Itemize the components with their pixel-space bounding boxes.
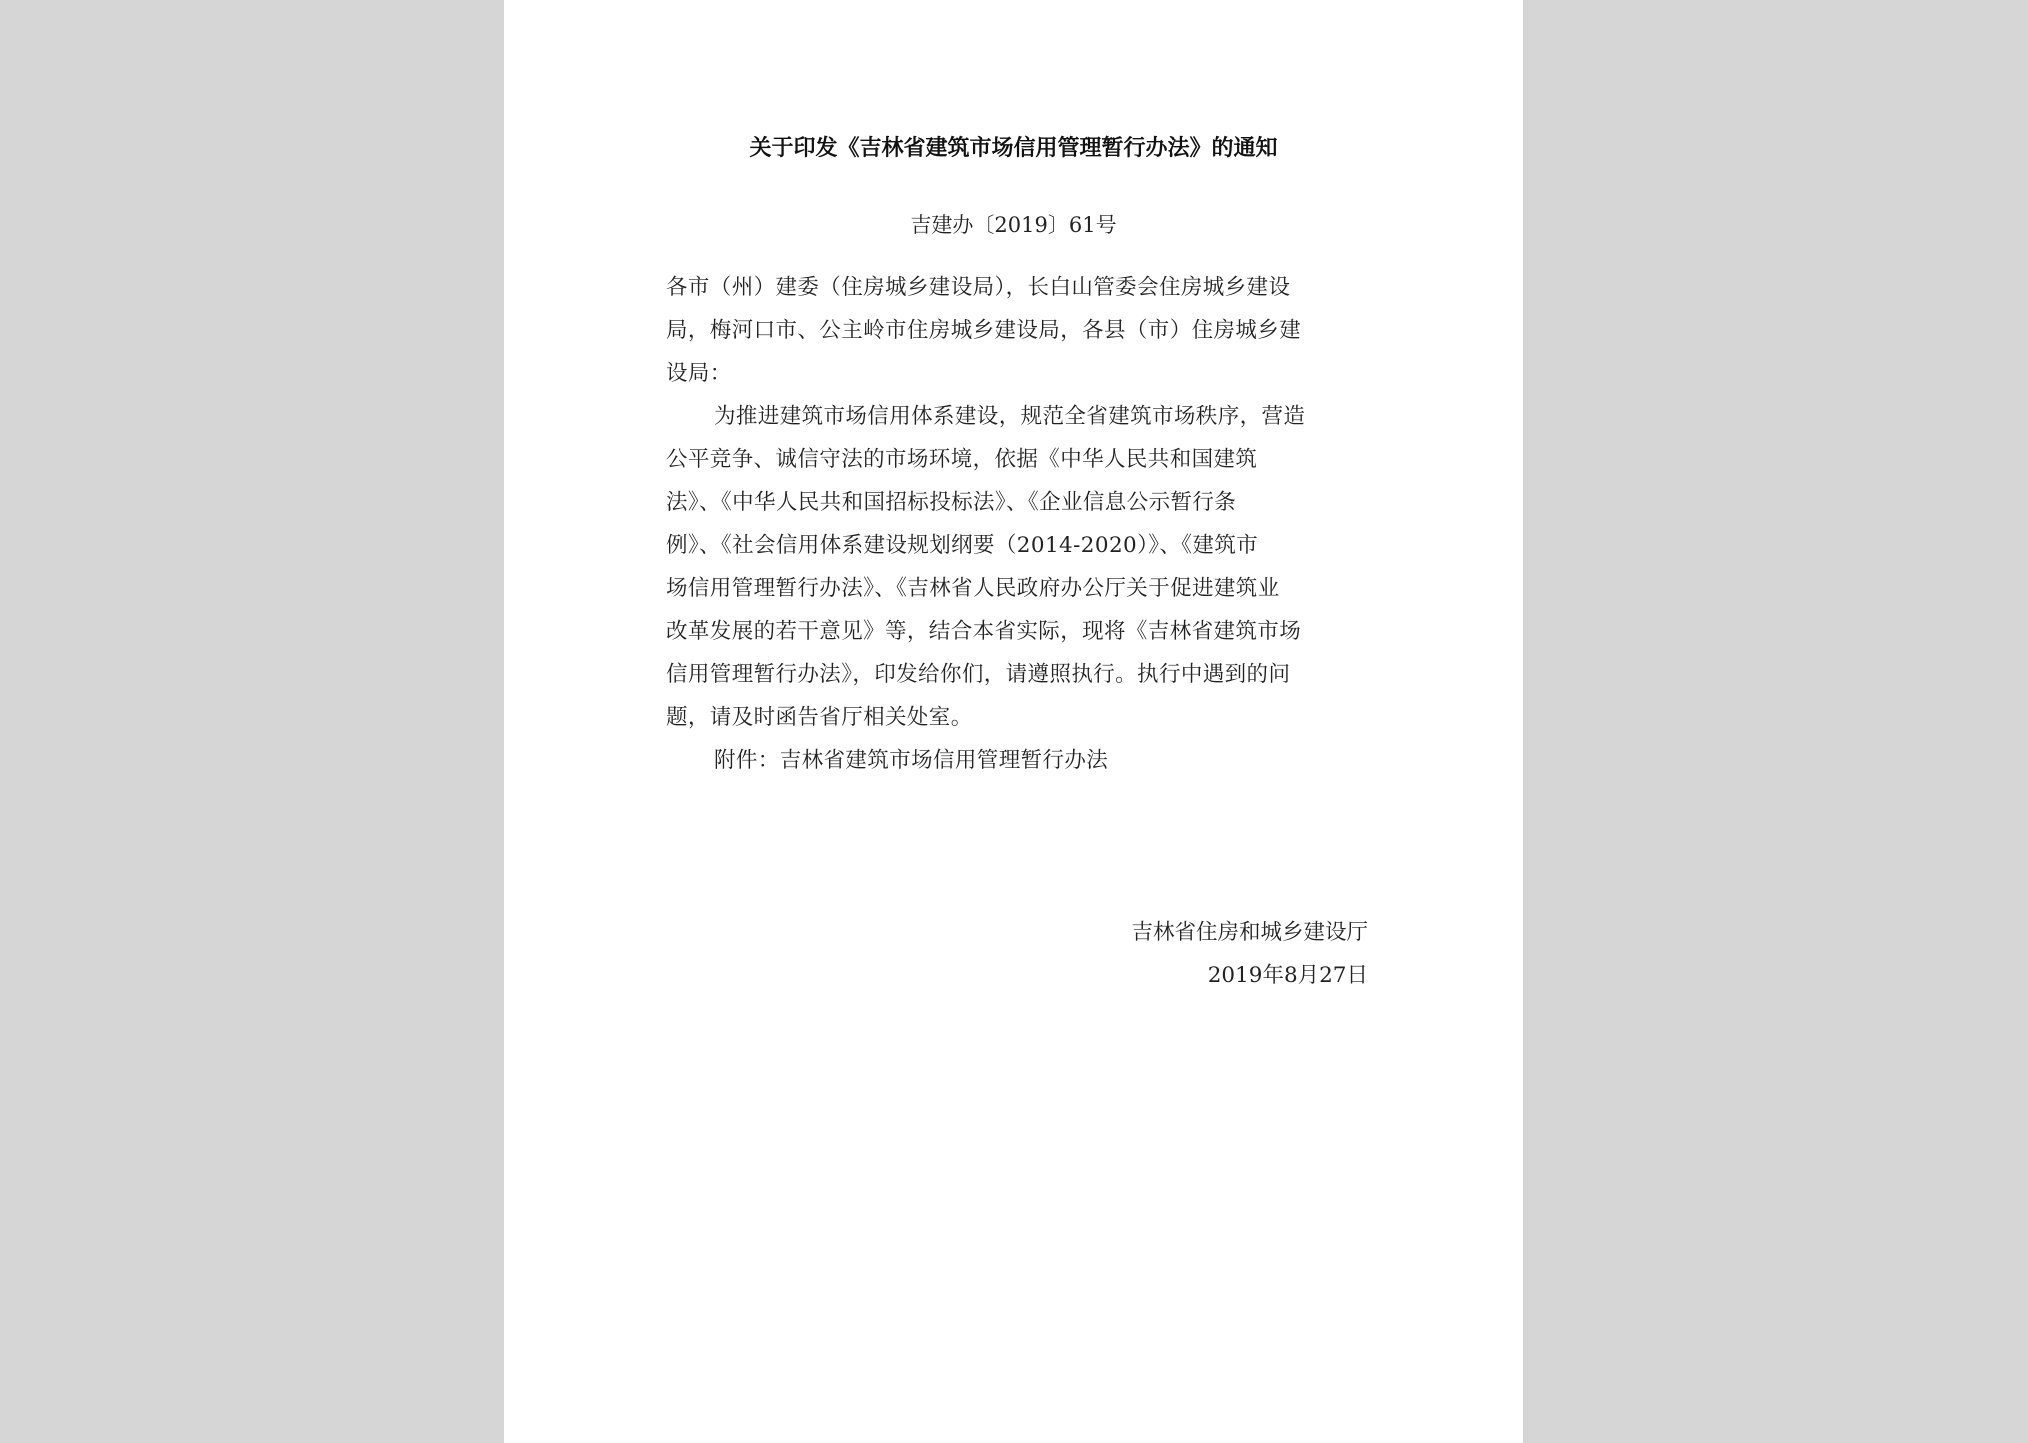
addressee-line: 局，梅河口市、公主岭市住房城乡建设局，各县（市）住房城乡建 [666, 318, 1302, 343]
paragraph-line: 为推进建筑市场信用体系建设，规范全省建筑市场秩序，营造 [714, 404, 1306, 429]
document-page [504, 0, 1523, 1443]
paragraph-line: 公平竞争、诚信守法的市场环境，依据《中华人民共和国建筑 [666, 447, 1258, 472]
paragraph-line: 改革发展的若干意见》等，结合本省实际，现将《吉林省建筑市场 [666, 619, 1302, 644]
document-title: 关于印发《吉林省建筑市场信用管理暂行办法》的通知 [749, 136, 1278, 161]
attachment-line: 附件：吉林省建筑市场信用管理暂行办法 [714, 748, 1109, 773]
document-body [666, 266, 1368, 782]
signature-block [968, 911, 1368, 997]
paragraph-line: 法》、《中华人民共和国招标投标法》、《企业信息公示暂行条 [666, 490, 1237, 515]
addressee-line: 各市（州）建委（住房城乡建设局），长白山管委会住房城乡建设 [666, 275, 1291, 300]
issue-date: 2019年8月27日 [1207, 963, 1368, 988]
paragraph-line: 信用管理暂行办法》，印发给你们，请遵照执行。执行中遇到的问 [666, 662, 1291, 687]
issuer-name: 吉林省住房和城乡建设厅 [1131, 920, 1368, 945]
paragraph-line: 场信用管理暂行办法》、《吉林省人民政府办公厅关于促进建筑业 [666, 576, 1280, 601]
document-number: 吉建办〔2019〕61号 [910, 213, 1117, 237]
paragraph-line: 例》、《社会信用体系建设规划纲要（2014-2020）》、《建筑市 [666, 533, 1259, 558]
paragraph-line: 题，请及时函告省厅相关处室。 [666, 705, 973, 730]
addressee-line: 设局： [666, 361, 732, 386]
